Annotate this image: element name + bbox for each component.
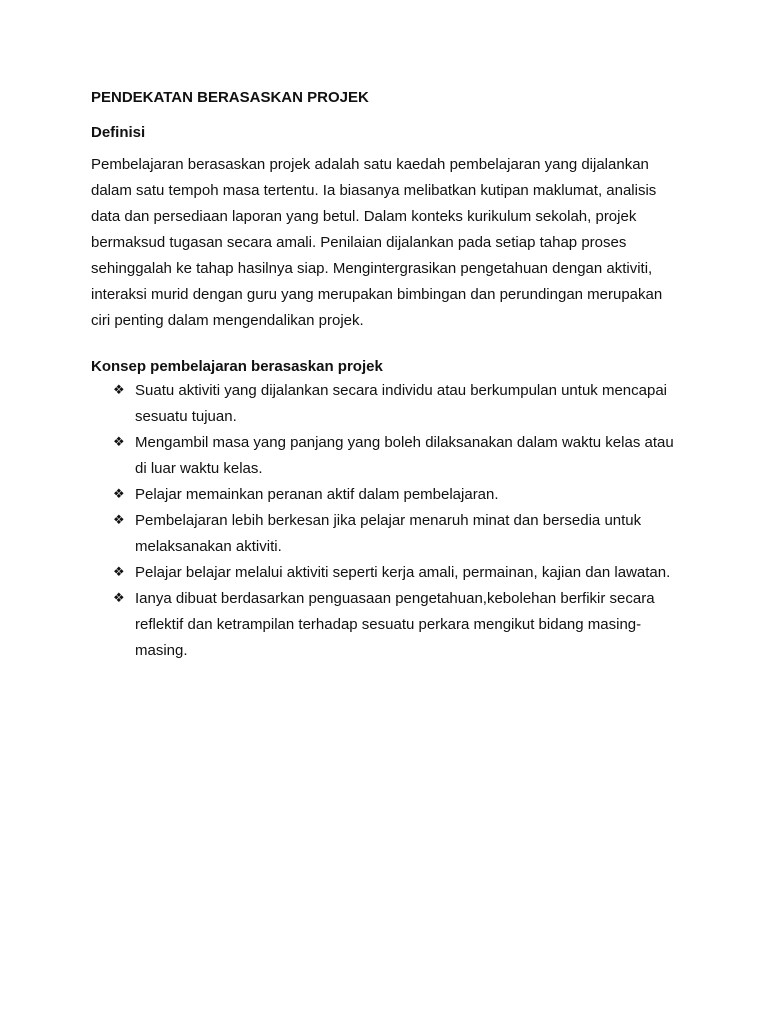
list-item-text: Mengambil masa yang panjang yang boleh dilaksanakan dalam waktu kelas atau di luar waktu kelas. [135,434,674,477]
list-item [91,378,683,430]
list-item [91,482,683,508]
list-item-text: Pelajar belajar melalui aktiviti seperti kerja amali, permainan, kajian dan lawatan. [135,564,671,581]
diamond-bullet-icon: ❖ [113,383,125,398]
diamond-bullet-icon: ❖ [113,591,125,606]
section-heading-definisi: Definisi [91,124,146,141]
concept-bullet-list [91,378,691,664]
list-item [91,560,683,586]
diamond-bullet-icon: ❖ [113,487,125,502]
list-item-text: Ianya dibuat berdasarkan penguasaan pengetahuan,kebolehan berfikir secara reflektif dan ketrampilan terhadap sesuatu perkara mengikut bidang masing-masing. [135,590,655,659]
diamond-bullet-icon: ❖ [113,435,125,450]
diamond-bullet-icon: ❖ [113,513,125,528]
section-heading-konsep: Konsep pembelajaran berasaskan projek [91,358,383,375]
definition-paragraph: Pembelajaran berasaskan projek adalah satu kaedah pembelajaran yang dijalankan dalam satu tempoh masa tertentu. Ia biasanya melibatkan kutipan maklumat, analisis data dan persediaan laporan yang betul. Dalam konteks kurikulum sekolah, projek bermaksud tugasan secara amali. Penilaian dijalankan pada setiap tahap proses sehinggalah ke tahap hasilnya siap. Mengintergrasikan pengetahuan dengan aktiviti, interaksi murid dengan guru yang merupakan bimbingan dan perundingan merupakan ciri penting dalam mengendalikan projek. [91,156,663,329]
document-title: PENDEKATAN BERASASKAN PROJEK [91,89,369,106]
diamond-bullet-icon: ❖ [113,565,125,580]
list-item-text: Pelajar memainkan peranan aktif dalam pembelajaran. [135,486,499,503]
list-item [91,508,683,560]
list-item [91,430,683,482]
list-item [91,586,683,664]
list-item-text: Suatu aktiviti yang dijalankan secara individu atau berkumpulan untuk mencapai sesuatu tujuan. [135,382,667,425]
document-page [91,88,691,664]
list-item-text: Pembelajaran lebih berkesan jika pelajar menaruh minat dan bersedia untuk melaksanakan aktiviti. [135,512,642,555]
